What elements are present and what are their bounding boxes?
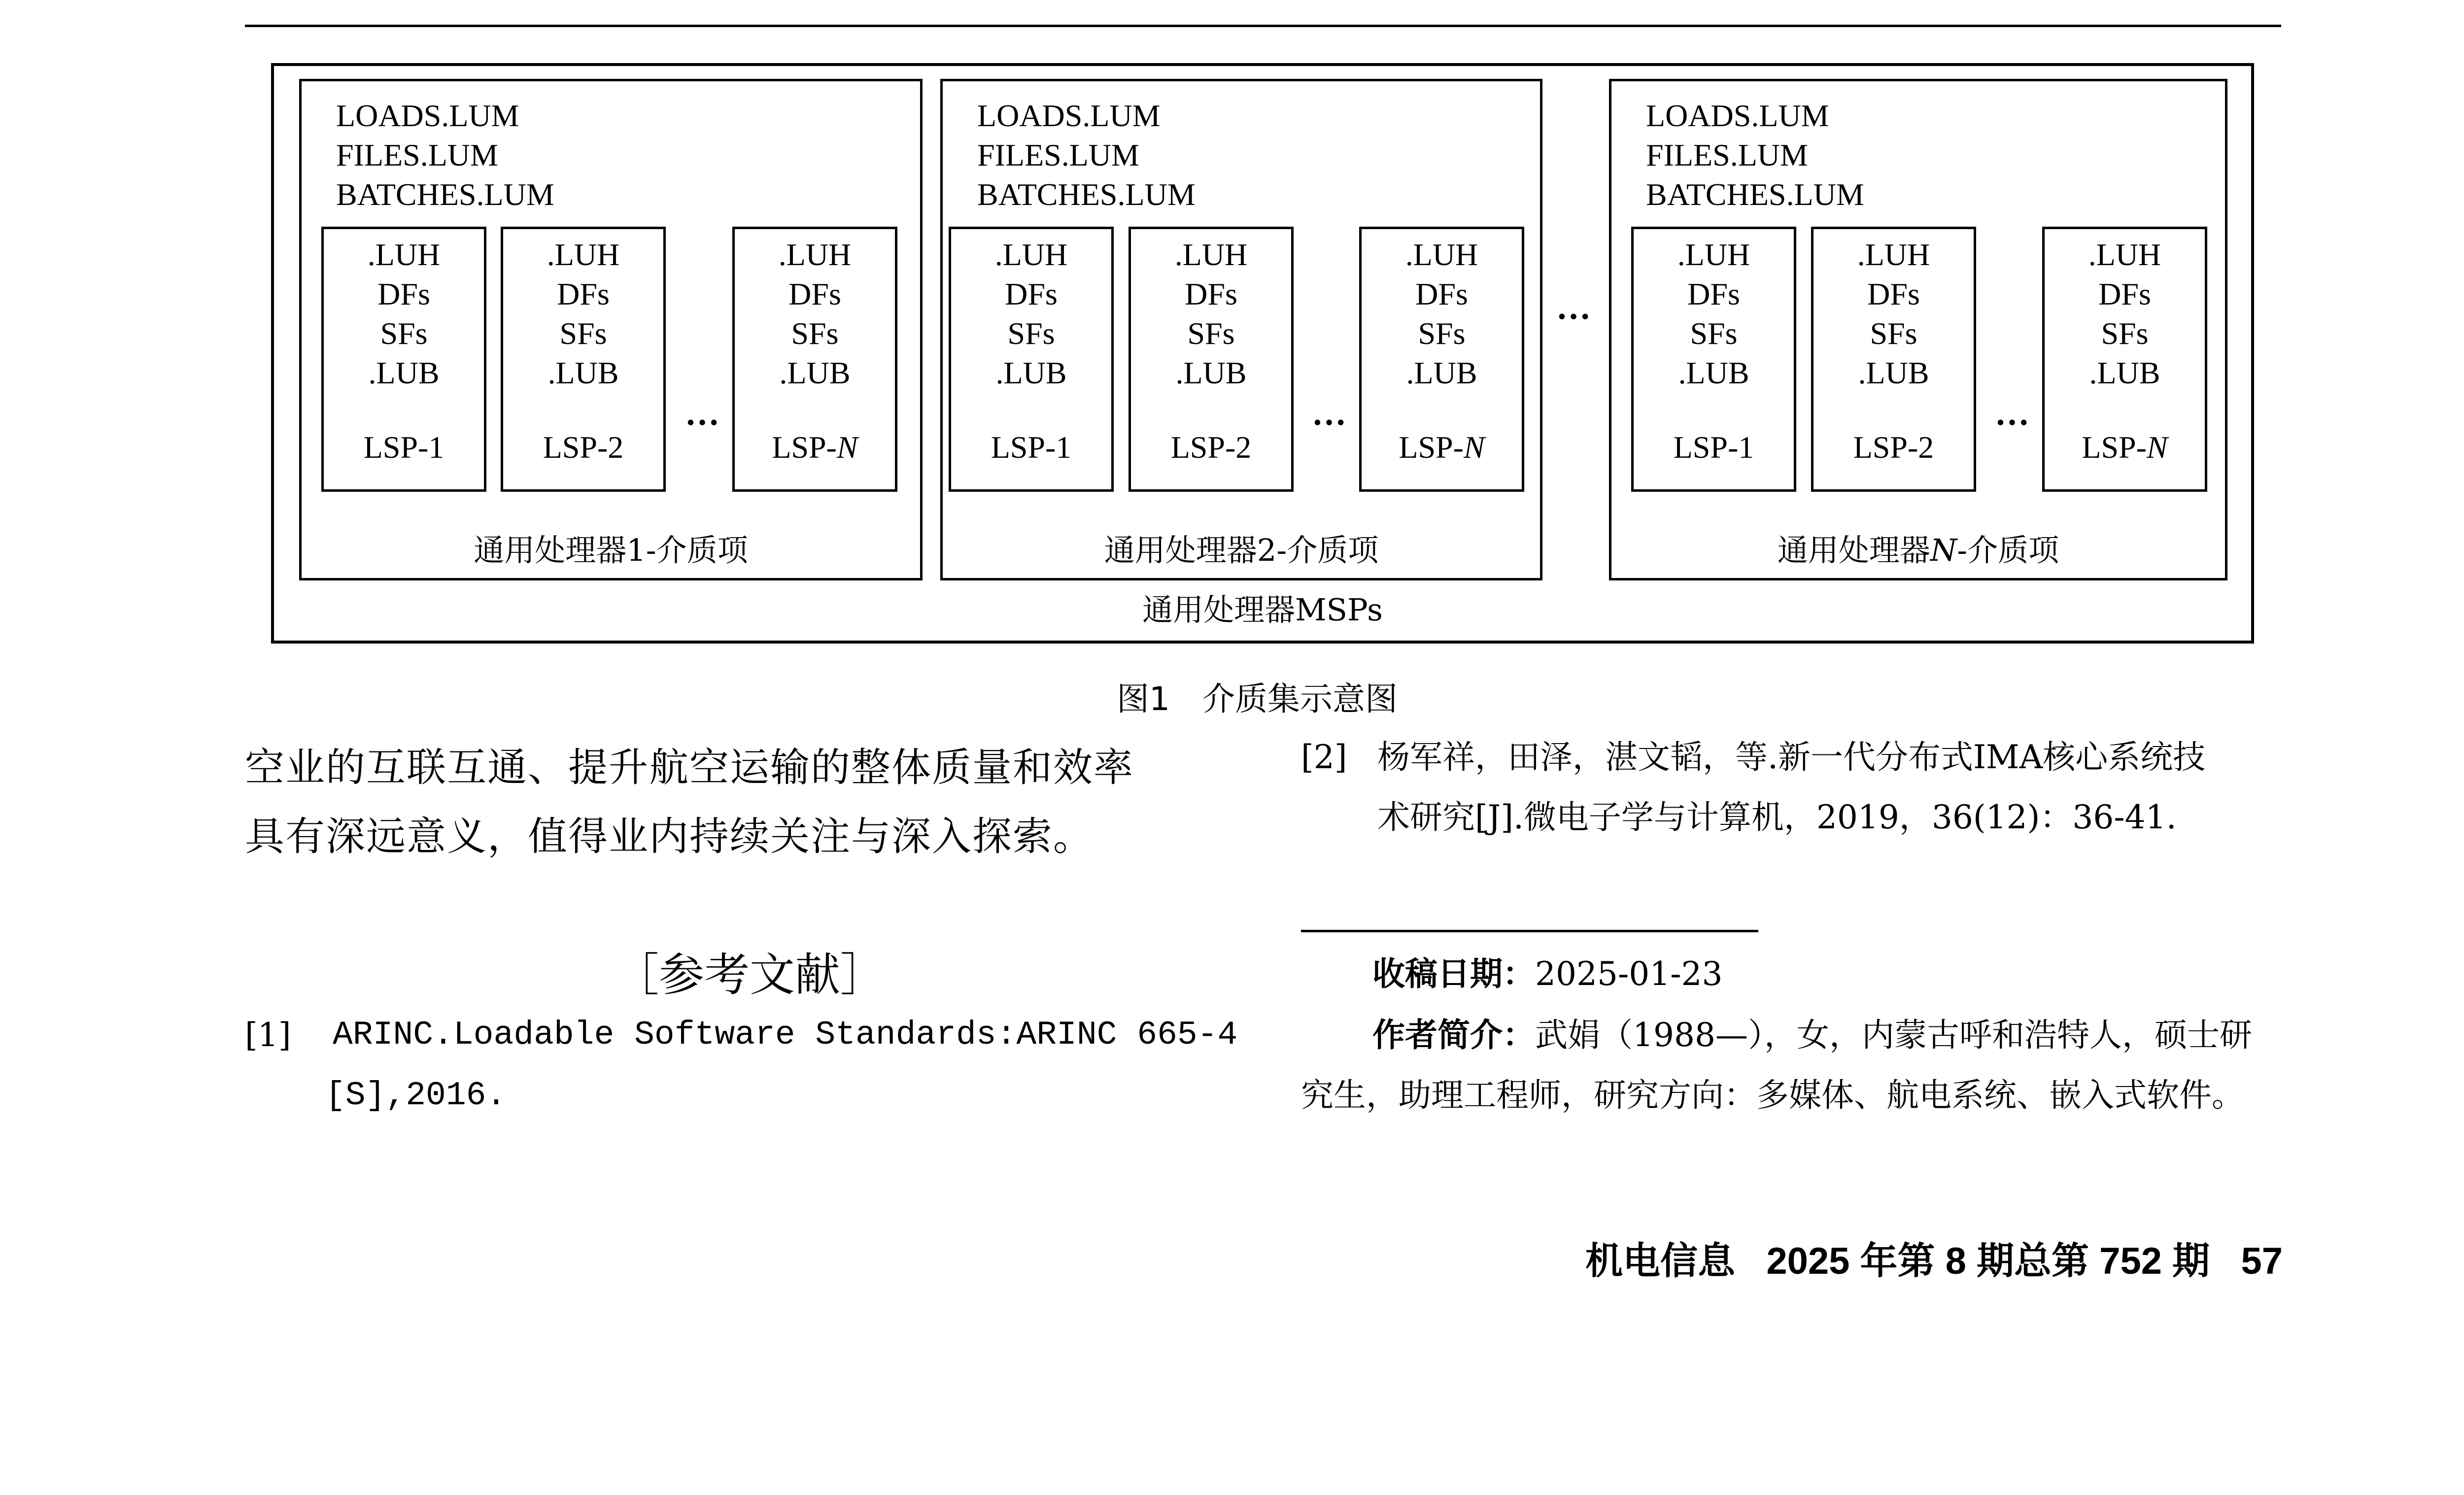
lum-file-line: BATCHES.LUM xyxy=(1646,177,1864,212)
media-set-label: 通用处理器2-介质项 xyxy=(1104,532,1379,568)
lum-file-line: FILES.LUM xyxy=(977,137,1139,172)
journal-name: 机电信息 xyxy=(1585,1240,1736,1282)
lsp-name: LSP-N xyxy=(1399,430,1485,465)
received-value: 2025-01-23 xyxy=(1535,955,1723,993)
author-bio-line1 xyxy=(1372,1005,2252,1065)
lum-files xyxy=(977,96,1196,214)
ref1-number: [1] xyxy=(245,1016,291,1054)
lsp-file: SFs xyxy=(1690,316,1738,351)
lsp-name: LSP-2 xyxy=(543,430,624,465)
top-rule xyxy=(245,25,2281,27)
lsp-file: SFs xyxy=(559,316,607,351)
lsp-box xyxy=(2042,227,2207,492)
lsp-file: DFs xyxy=(557,276,610,311)
lsp-box xyxy=(1811,227,1976,492)
lsp-file: .LUB xyxy=(779,355,851,390)
lsp-name: LSP-1 xyxy=(1673,430,1754,465)
lsp-file: DFs xyxy=(788,276,841,311)
lsp-box xyxy=(732,227,897,492)
figure-caption: 图1 介质集示意图 xyxy=(1117,680,1398,718)
lum-file-line: LOADS.LUM xyxy=(1646,98,1829,133)
lsp-box xyxy=(1359,227,1524,492)
lsp-name: LSP-2 xyxy=(1853,430,1934,465)
lsp-ellipsis: … xyxy=(1995,395,2030,433)
page-number: 57 xyxy=(2241,1240,2283,1282)
lsp-file: .LUH xyxy=(994,237,1068,272)
references-title: ［参考文献］ xyxy=(614,949,886,1001)
lsp-file: .LUB xyxy=(995,355,1067,390)
lsp-file: SFs xyxy=(2101,316,2149,351)
lsp-file: DFs xyxy=(377,276,430,311)
lsp-file: .LUH xyxy=(1405,237,1478,272)
lsp-file: SFs xyxy=(791,316,839,351)
lsp-file: .LUH xyxy=(778,237,852,272)
lum-file-line: LOADS.LUM xyxy=(977,98,1161,133)
lum-files xyxy=(336,96,554,214)
lsp-file: .LUH xyxy=(547,237,620,272)
lsp-box xyxy=(949,227,1114,492)
body-line-1: 空业的互联互通、提升航空运输的整体质量和效率 xyxy=(245,745,1134,790)
lsp-file: .LUB xyxy=(2089,355,2160,390)
author-bio-line2: 究生，助理工程师，研究方向：多媒体、航电系统、嵌入式软件。 xyxy=(1301,1076,2244,1114)
lum-files xyxy=(1646,96,1864,214)
lsp-file: .LUB xyxy=(1175,355,1247,390)
lsp-file: .LUB xyxy=(1678,355,1749,390)
lum-file-line: BATCHES.LUM xyxy=(977,177,1196,212)
lsp-name: LSP-1 xyxy=(363,430,445,465)
lsp-box xyxy=(1631,227,1796,492)
lsp-name: LSP-N xyxy=(772,430,858,465)
lum-file-line: LOADS.LUM xyxy=(336,98,519,133)
ref1-line1: ARINC.Loadable Software Standards:ARINC 665-4 xyxy=(333,1016,1238,1054)
lsp-file: SFs xyxy=(1187,316,1235,351)
ref2-number: [2] xyxy=(1301,738,1347,776)
lsp-file: SFs xyxy=(1007,316,1055,351)
lsp-file: SFs xyxy=(1870,316,1917,351)
lsp-ellipsis: … xyxy=(1312,395,1347,433)
lum-file-line: FILES.LUM xyxy=(336,137,498,172)
received-date xyxy=(1372,944,1723,1004)
lsp-file: .LUB xyxy=(1858,355,1929,390)
lsp-file: .LUB xyxy=(368,355,440,390)
lsp-file: SFs xyxy=(380,316,428,351)
media-set-ellipsis: … xyxy=(1556,289,1592,327)
body-line-2: 具有深远意义，值得业内持续关注与深入探索。 xyxy=(245,814,1094,859)
lsp-box xyxy=(321,227,486,492)
lsp-file: .LUH xyxy=(1174,237,1248,272)
lsp-file: SFs xyxy=(1418,316,1466,351)
lsp-file: .LUH xyxy=(1677,237,1750,272)
lsp-name: LSP-N xyxy=(2082,430,2168,465)
lsp-file: DFs xyxy=(1687,276,1740,311)
author-text-1: 武娟（1988—），女，内蒙古呼和浩特人，硕士研 xyxy=(1535,1016,2252,1054)
issue-info: 2025 年第 8 期总第 752 期 xyxy=(1766,1240,2210,1282)
lsp-file: DFs xyxy=(1185,276,1237,311)
lsp-file: .LUH xyxy=(1857,237,1930,272)
lsp-file: DFs xyxy=(2098,276,2151,311)
lsp-ellipsis: … xyxy=(685,395,720,433)
lsp-box xyxy=(501,227,666,492)
lsp-file: .LUH xyxy=(2088,237,2161,272)
ref1-line2: [S],2016. xyxy=(325,1077,507,1115)
footnote-rule xyxy=(1301,930,1758,932)
lsp-file: .LUB xyxy=(548,355,619,390)
media-set-label: 通用处理器N-介质项 xyxy=(1777,532,2059,568)
lsp-file: DFs xyxy=(1005,276,1058,311)
lsp-name: LSP-1 xyxy=(991,430,1072,465)
lsp-name: LSP-2 xyxy=(1170,430,1252,465)
lsp-file: DFs xyxy=(1415,276,1468,311)
media-set-label: 通用处理器1-介质项 xyxy=(474,532,748,568)
lsp-file: DFs xyxy=(1867,276,1920,311)
ref2-line2: 术研究[J].微电子学与计算机，2019，36(12)：36-41. xyxy=(1377,798,2177,836)
lum-file-line: FILES.LUM xyxy=(1646,137,1808,172)
msps-label: 通用处理器MSPs xyxy=(1142,592,1383,628)
lum-file-line: BATCHES.LUM xyxy=(336,177,554,212)
received-label: 收稿日期： xyxy=(1372,955,1535,993)
lsp-file: .LUB xyxy=(1406,355,1477,390)
lsp-box xyxy=(1129,227,1294,492)
author-label: 作者简介： xyxy=(1372,1016,1535,1054)
ref2-line1: 杨军祥，田泽，湛文韬，等.新一代分布式IMA核心系统技 xyxy=(1377,738,2206,776)
lsp-file: .LUH xyxy=(367,237,441,272)
page-footer xyxy=(1585,1231,2283,1285)
